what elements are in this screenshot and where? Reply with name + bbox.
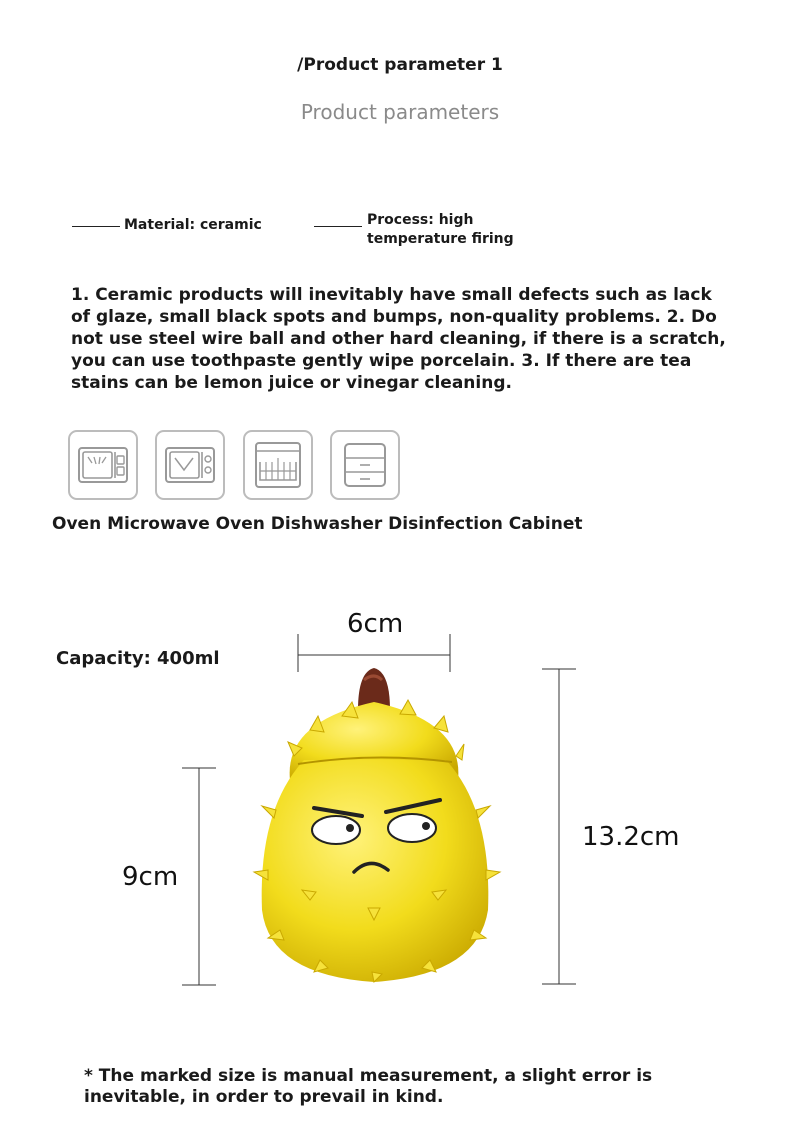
material-rule — [72, 226, 120, 227]
body-height-dimension-line — [180, 765, 220, 990]
total-height-label: 13.2cm — [582, 822, 680, 852]
appliances-label: Oven Microwave Oven Dishwasher Disinfection Cabinet — [52, 514, 583, 534]
width-dimension-label: 6cm — [347, 609, 404, 639]
page-subtitle: Product parameters — [300, 100, 500, 124]
process-spec — [367, 211, 514, 249]
product-jar-image — [250, 660, 520, 1020]
measurement-disclaimer: * The marked size is manual measurement, a slight error is inevitable, in order to prevail in kind. — [84, 1066, 653, 1107]
material-spec: Material: ceramic — [124, 217, 262, 233]
microwave-icon — [155, 430, 225, 500]
jar-body — [262, 760, 489, 982]
care-notes: 1. Ceramic products will inevitably have small defects such as lack of glaze, small black spots and bumps, non-quality problems. 2. Do not use steel wire ball and other hard cleaning, if there is a scratch, you can use toothpaste gently wipe porcelain. 3. If there are tea stains can be lemon juice or vinegar cleaning. — [71, 285, 726, 393]
process-rule — [314, 226, 362, 227]
oven-icon — [68, 430, 138, 500]
body-height-label: 9cm — [122, 862, 179, 892]
total-height-dimension-line — [540, 666, 580, 988]
process-spec-line1: Process: high — [367, 212, 474, 228]
dishwasher-icon — [243, 430, 313, 500]
capacity-label: Capacity: 400ml — [56, 648, 220, 669]
disinfection-cabinet-icon — [330, 430, 400, 500]
process-spec-line2: temperature firing — [367, 231, 514, 247]
page-title: /Product parameter 1 — [297, 55, 503, 75]
